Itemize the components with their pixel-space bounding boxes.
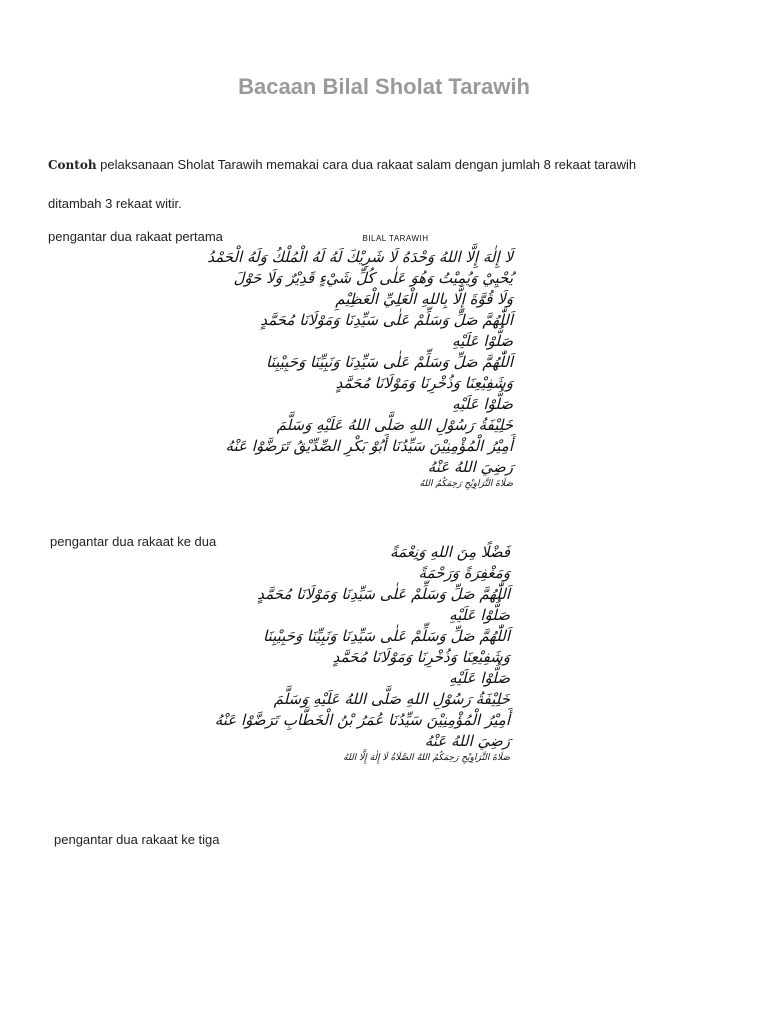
arabic-line: صَلُّوْا عَلَيْهِ <box>452 332 513 350</box>
bilal-text-image-second <box>214 542 510 764</box>
arabic-line: وَشَفِيْعِنَا وَذُخْرِنَا وَمَوْلَانَا مُحَمَّدٍ <box>332 648 510 666</box>
arabic-footnote: صَلَاةَ التَّرَاوِيْحِ رَحِمَكُمُ اللهُ الصَّلَاةُ لَا إِلٰهَ إِلَّا اللهُ <box>343 753 510 763</box>
arabic-line: صَلُّوْا عَلَيْهِ <box>449 606 510 624</box>
page-title: Bacaan Bilal Sholat Tarawih <box>238 74 530 99</box>
arabic-line: رَضِيَ اللهُ عَنْهُ <box>427 458 513 476</box>
intro-paragraph-line-1 <box>48 157 636 172</box>
section-label-first: pengantar dua rakaat pertama <box>48 229 223 244</box>
intro-line-1-text: pelaksanaan Sholat Tarawih memakai cara dua rakaat salam dengan jumlah 8 rekaat tarawih <box>96 157 637 172</box>
bilal-text-image-first <box>207 234 513 490</box>
arabic-line: اَللّٰهُمَّ صَلِّ وَسَلِّمْ عَلٰى سَيِّدِنَا وَنَبِيِّنَا وَحَبِيْبِنَا <box>263 627 510 645</box>
arabic-line: رَضِيَ اللهُ عَنْهُ <box>424 732 510 750</box>
section-label-third: pengantar dua rakaat ke tiga <box>54 832 220 847</box>
arabic-line: اَللّٰهُمَّ صَلِّ وَسَلِّمْ عَلٰى سَيِّدِنَا وَنَبِيِّنَا وَحَبِيْبِنَا <box>266 353 513 371</box>
arabic-line: وَشَفِيْعِنَا وَذُخْرِنَا وَمَوْلَانَا مُحَمَّدٍ <box>335 374 513 392</box>
arabic-line: اَللّٰهُمَّ صَلِّ وَسَلِّمْ عَلٰى سَيِّدِنَا وَمَوْلَانَا مُحَمَّدٍ <box>260 311 513 329</box>
arabic-line: اَللّٰهُمَّ صَلِّ وَسَلِّمْ عَلٰى سَيِّدِنَا وَمَوْلَانَا مُحَمَّدٍ <box>257 585 510 603</box>
arabic-footnote: صَلَاةَ التَّرَاوِيْحِ رَحِمَكُمُ اللهُ <box>419 479 513 489</box>
intro-paragraph-line-2: ditambah 3 rekaat witir. <box>48 196 182 211</box>
arabic-line: فَضْلًا مِنَ اللهِ وَنِعْمَةً <box>390 543 510 561</box>
arabic-line: صَلُّوْا عَلَيْهِ <box>452 395 513 413</box>
arabic-line: وَلَا قُوَّةَ إِلَّا بِاللهِ الْعَلِيِّ الْعَظِيْمِ <box>335 290 513 308</box>
arabic-line: خَلِيْفَةُ رَسُوْلِ اللهِ صَلَّى اللهُ عَلَيْهِ وَسَلَّمَ <box>273 690 510 708</box>
arabic-line: يُحْيِيْ وَيُمِيْتُ وَهُوَ عَلٰى كُلِّ شَيْءٍ قَدِيْرٌ وَلَا حَوْلَ <box>233 269 513 287</box>
arabic-line: وَمَغْفِرَةً وَرَحْمَةً <box>418 564 510 582</box>
intro-lead-word: Contoh <box>48 158 97 172</box>
bilal-image-heading: BILAL TARAWIH <box>362 234 429 243</box>
arabic-line: أَمِيْرُ الْمُؤْمِنِيْنَ سَيِّدُنَا عُمَرُ بْنُ الْخَطَّابِ تَرَضَّوْا عَنْهُ <box>214 711 510 729</box>
section-label-second: pengantar dua rakaat ke dua <box>50 534 217 549</box>
arabic-line: خَلِيْفَةُ رَسُوْلِ اللهِ صَلَّى اللهُ عَلَيْهِ وَسَلَّمَ <box>276 416 513 434</box>
arabic-line: صَلُّوْا عَلَيْهِ <box>449 669 510 687</box>
arabic-line: أَمِيْرُ الْمُؤْمِنِيْنَ سَيِّدُنَا أَبُوْ بَكْرِ الصِّدِّيْقُ تَرَضَّوْا عَنْهُ <box>225 437 513 455</box>
arabic-line: لَا إِلٰهَ إِلَّا اللهُ وَحْدَهُ لَا شَرِيْكَ لَهُ لَهُ الْمُلْكُ وَلَهُ الْحَمْدُ <box>207 248 513 266</box>
